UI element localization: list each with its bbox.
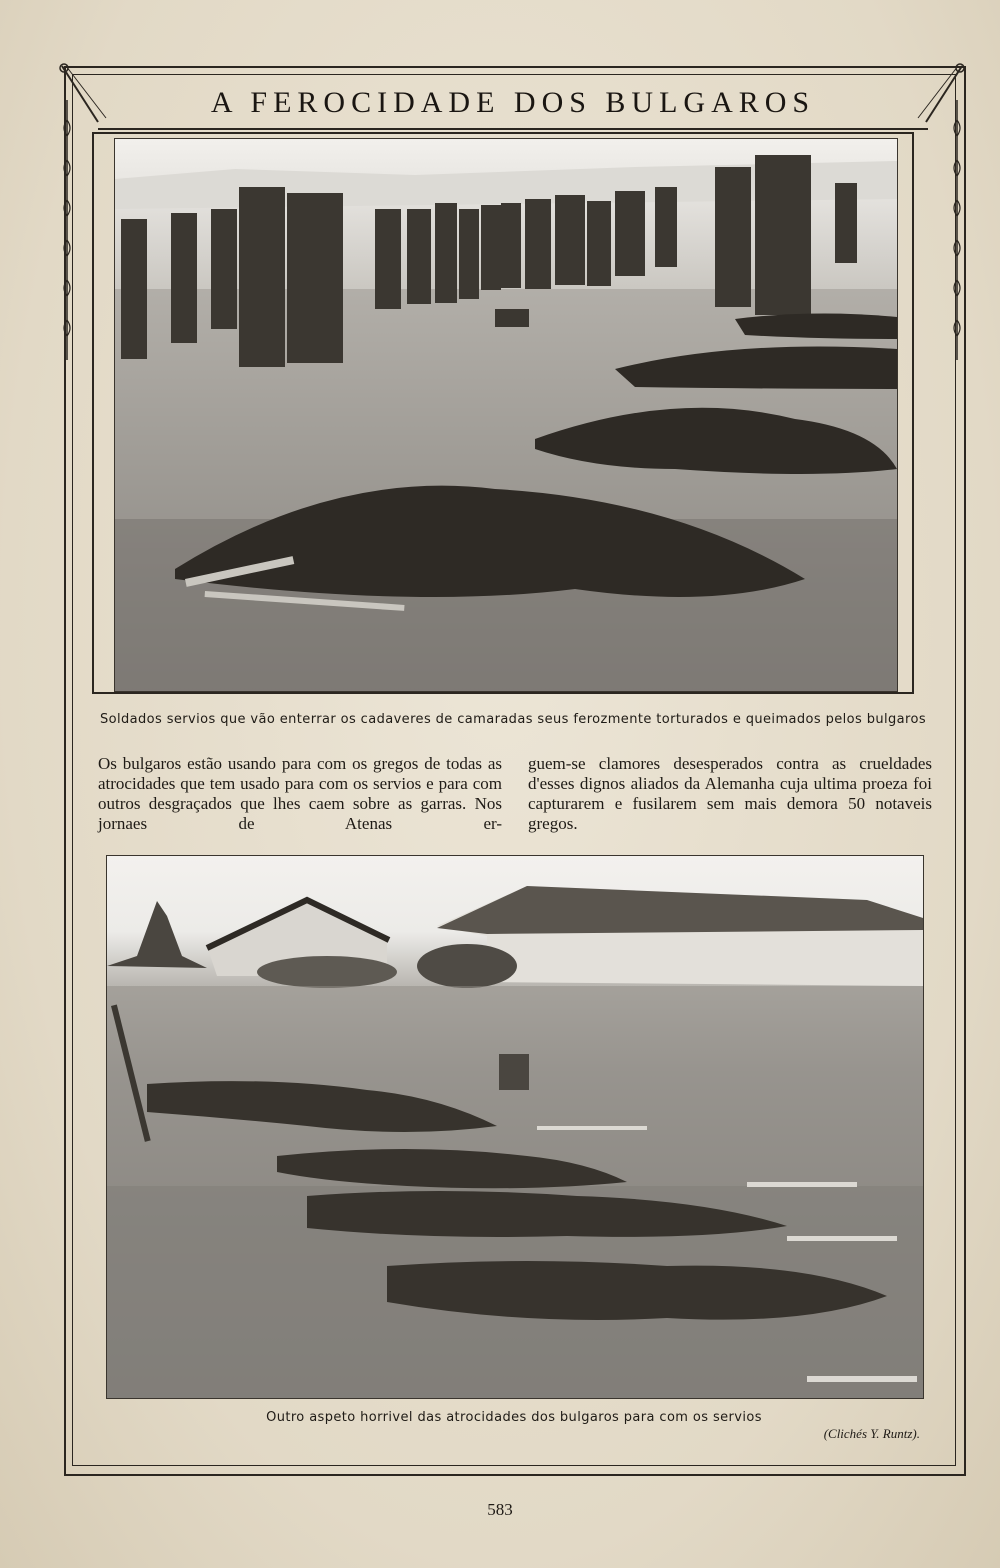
photo1-illustration <box>115 139 897 691</box>
photo2-caption: Outro aspeto horrivel das atrocidades dos bulgaros para com os servios <box>266 1410 762 1425</box>
left-ornament-icon <box>60 100 74 360</box>
photo1-caption: Soldados servios que vão enterrar os cadaveres de camaradas seus ferozmente torturados e queimados pelos bulgaros <box>99 712 927 727</box>
page-number: 583 <box>487 1500 513 1519</box>
article-column-1: Os bulgaros estão usando para com os gregos de todas as atrocidades que tem usado para com os servios e para com outros desgraçados que lhes caem sobre as garras. Nos jornaes de Atenas er- <box>98 754 502 833</box>
photo2-illustration <box>107 856 923 1398</box>
photo-bodies-near-buildings <box>106 855 924 1399</box>
article-column-2: guem-se clamores desesperados contra as crueldades d'esses dignos aliados da Alemanha cuja ultima proeza foi capturarem e fusilarem sem mais demora 50 notaveis gregos. <box>528 754 932 833</box>
photo-credit: (Clichés Y. Runtz). <box>823 1426 920 1441</box>
page-title: A FEROCIDADE DOS BULGAROS <box>210 86 816 119</box>
photo-soldiers-with-bodies <box>114 138 898 692</box>
title-rule <box>98 128 928 130</box>
right-ornament-icon <box>950 100 964 360</box>
